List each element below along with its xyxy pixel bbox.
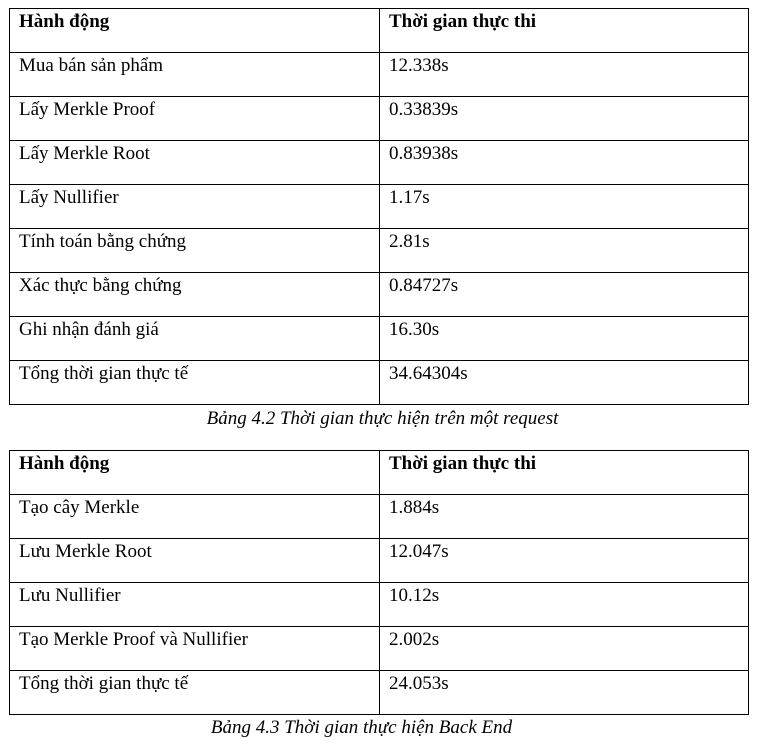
cell-time: 12.047s <box>380 539 749 583</box>
cell-action: Lưu Merkle Root <box>10 539 380 583</box>
cell-time: 1.17s <box>380 185 749 229</box>
execution-time-per-request-table <box>9 8 749 405</box>
table-caption-4-2: Bảng 4.2 Thời gian thực hiện trên một request <box>206 408 559 429</box>
table-header-row <box>10 451 749 495</box>
cell-time: 0.83938s <box>380 141 749 185</box>
cell-action: Lấy Merkle Root <box>10 141 380 185</box>
cell-time: 34.64304s <box>380 361 749 405</box>
table-row <box>10 273 749 317</box>
cell-time: 2.81s <box>380 229 749 273</box>
table-row <box>10 185 749 229</box>
table-row <box>10 627 749 671</box>
table-header-row <box>10 9 749 53</box>
table-caption-4-3: Bảng 4.3 Thời gian thực hiện Back End <box>210 717 513 738</box>
cell-time: 0.84727s <box>380 273 749 317</box>
cell-time: 24.053s <box>380 671 749 715</box>
table-row <box>10 317 749 361</box>
cell-action: Xác thực bằng chứng <box>10 273 380 317</box>
table-row <box>10 539 749 583</box>
cell-action: Tạo Merkle Proof và Nullifier <box>10 627 380 671</box>
cell-action: Lấy Nullifier <box>10 185 380 229</box>
cell-action: Lưu Nullifier <box>10 583 380 627</box>
table-row <box>10 495 749 539</box>
table-row <box>10 141 749 185</box>
cell-time: 12.338s <box>380 53 749 97</box>
table-row <box>10 229 749 273</box>
table-row <box>10 583 749 627</box>
cell-time: 16.30s <box>380 317 749 361</box>
cell-action: Ghi nhận đánh giá <box>10 317 380 361</box>
cell-action: Lấy Merkle Proof <box>10 97 380 141</box>
cell-action: Tổng thời gian thực tế <box>10 671 380 715</box>
column-header-execution-time: Thời gian thực thi <box>380 9 749 53</box>
table-row-total <box>10 671 749 715</box>
column-header-action: Hành động <box>10 451 380 495</box>
cell-time: 10.12s <box>380 583 749 627</box>
table-row <box>10 97 749 141</box>
cell-action: Tính toán bằng chứng <box>10 229 380 273</box>
column-header-execution-time: Thời gian thực thi <box>380 451 749 495</box>
table-row-total <box>10 361 749 405</box>
backend-execution-time-table <box>9 450 749 715</box>
cell-time: 1.884s <box>380 495 749 539</box>
cell-action: Tạo cây Merkle <box>10 495 380 539</box>
cell-action: Tổng thời gian thực tế <box>10 361 380 405</box>
column-header-action: Hành động <box>10 9 380 53</box>
cell-action: Mua bán sản phẩm <box>10 53 380 97</box>
table-row <box>10 53 749 97</box>
cell-time: 2.002s <box>380 627 749 671</box>
cell-time: 0.33839s <box>380 97 749 141</box>
